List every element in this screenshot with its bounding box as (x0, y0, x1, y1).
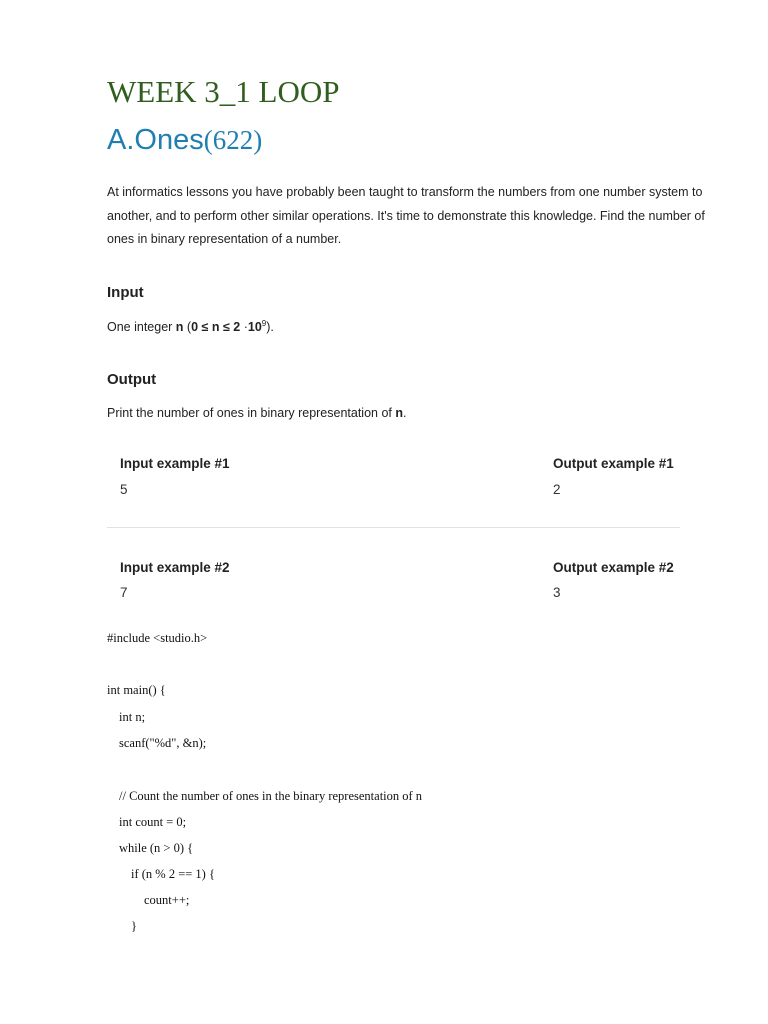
output-var: n (395, 406, 404, 420)
input-text-prefix: One integer (107, 320, 176, 335)
input-constraint: 0 ≤ n ≤ 2 (191, 320, 241, 335)
problem-statement: At informatics lessons you have probably been taught to transform the numbers from one number system to another, and to perform other similar operations. It's time to demonstrate this knowledge. Find the number of ones in binary representation of a number. (107, 185, 705, 246)
input-open-paren: ( (183, 320, 192, 335)
input-example-1-label: Input example #1 (120, 456, 230, 471)
code-line: int count = 0; (119, 815, 187, 829)
problem-name: A.Ones (107, 124, 204, 156)
problem-title (107, 122, 262, 158)
code-line: int main() { (107, 683, 166, 697)
code-line: if (n % 2 == 1) { (131, 867, 215, 881)
code-line: // Count the number of ones in the binary representation of n (119, 789, 423, 803)
week-title: WEEK 3_1 LOOP (107, 74, 340, 109)
output-heading: Output (107, 371, 157, 388)
input-example-2-label: Input example #2 (120, 560, 230, 575)
input-var: n (175, 320, 184, 335)
example-divider (107, 527, 680, 528)
code-line: } (131, 919, 137, 933)
output-example-2-value[interactable]: 3 (553, 585, 561, 600)
output-example-1-label: Output example #1 (553, 456, 674, 471)
input-heading: Input (107, 284, 144, 301)
input-dot: · (240, 320, 248, 335)
code-line: #include <studio.h> (107, 631, 208, 645)
input-example-2-value[interactable]: 7 (120, 585, 128, 600)
code-line: int n; (119, 710, 146, 724)
input-base: 10 (247, 320, 262, 335)
code-line: while (n > 0) { (119, 841, 194, 855)
problem-id: (622) (203, 125, 263, 155)
output-example-2-label: Output example #2 (553, 560, 674, 575)
output-description (107, 406, 407, 420)
input-description (107, 319, 274, 334)
input-close: ). (266, 320, 274, 335)
input-example-1-value[interactable]: 5 (120, 482, 128, 497)
output-example-1-value[interactable]: 2 (553, 482, 561, 497)
input-exponent: 9 (261, 319, 267, 328)
output-suffix: . (403, 406, 407, 420)
code-line: scanf("%d", &n); (119, 736, 207, 750)
code-line: count++; (144, 893, 190, 907)
output-text-prefix: Print the number of ones in binary representation of (107, 406, 396, 420)
